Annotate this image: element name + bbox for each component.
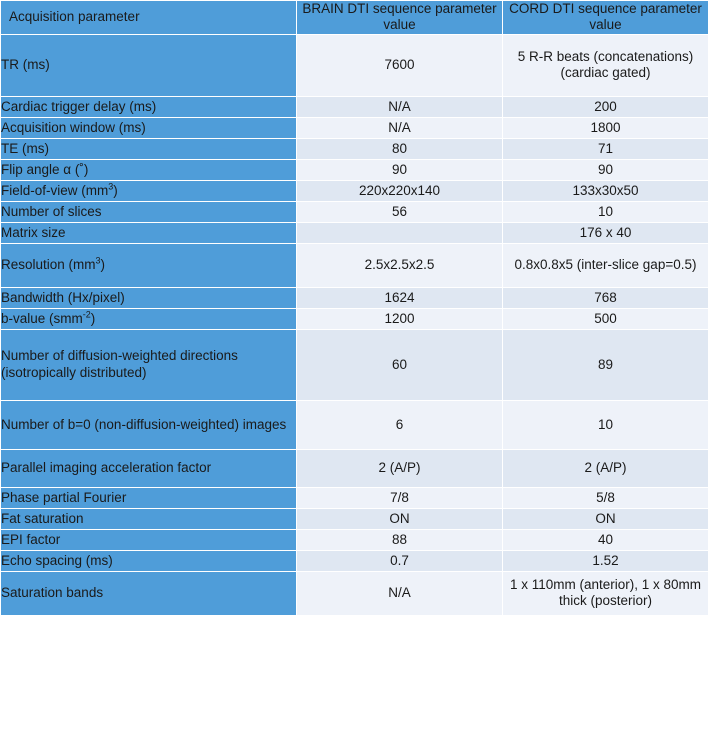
brain-value-cell: 7600 [297, 34, 503, 96]
cord-value-cell: 71 [503, 138, 709, 159]
brain-value-cell: ON [297, 508, 503, 529]
cord-value-cell: 1 x 110mm (anterior), 1 x 80mm thick (posterior) [503, 571, 709, 615]
table-row [1, 487, 709, 508]
cord-value-cell: ON [503, 508, 709, 529]
parameter-name-cell: TE (ms) [1, 138, 297, 159]
brain-value-cell: 7/8 [297, 487, 503, 508]
table-header [1, 1, 709, 35]
table-row [1, 138, 709, 159]
cord-value-cell: 1800 [503, 117, 709, 138]
table-row [1, 400, 709, 449]
header-acquisition-parameter: Acquisition parameter [1, 1, 297, 35]
brain-value-cell: 2 (A/P) [297, 449, 503, 487]
cord-value-cell: 0.8x0.8x5 (inter-slice gap=0.5) [503, 243, 709, 287]
cord-value-cell: 10 [503, 201, 709, 222]
table-row [1, 159, 709, 180]
table-row [1, 287, 709, 308]
brain-value-cell: 1624 [297, 287, 503, 308]
brain-value-cell: 60 [297, 329, 503, 400]
brain-value-cell: 2.5x2.5x2.5 [297, 243, 503, 287]
table-row [1, 508, 709, 529]
table-row [1, 34, 709, 96]
parameter-name-cell: Fat saturation [1, 508, 297, 529]
cord-value-cell: 176 x 40 [503, 222, 709, 243]
table-row [1, 329, 709, 400]
brain-value-cell: N/A [297, 117, 503, 138]
brain-value-cell: 56 [297, 201, 503, 222]
cord-value-cell: 89 [503, 329, 709, 400]
parameter-name-cell: Bandwidth (Hx/pixel) [1, 287, 297, 308]
parameter-name-cell: Parallel imaging acceleration factor [1, 449, 297, 487]
header-cord-dti: CORD DTI sequence parameter value [503, 1, 709, 35]
brain-value-cell: 6 [297, 400, 503, 449]
parameter-name-cell: Phase partial Fourier [1, 487, 297, 508]
cord-value-cell: 1.52 [503, 550, 709, 571]
brain-value-cell: N/A [297, 571, 503, 615]
header-row [1, 1, 709, 35]
table-row [1, 180, 709, 201]
table-row [1, 201, 709, 222]
cord-value-cell: 768 [503, 287, 709, 308]
cord-value-cell: 5/8 [503, 487, 709, 508]
cord-value-cell: 10 [503, 400, 709, 449]
cord-value-cell: 133x30x50 [503, 180, 709, 201]
brain-value-cell: 88 [297, 529, 503, 550]
table-row [1, 96, 709, 117]
header-brain-dti: BRAIN DTI sequence parameter value [297, 1, 503, 35]
parameter-name-cell: Saturation bands [1, 571, 297, 615]
table-body [1, 34, 709, 615]
table-row [1, 571, 709, 615]
parameter-name-cell: Resolution $(mm^3)$ [1, 243, 297, 287]
table-row [1, 222, 709, 243]
cord-value-cell: 200 [503, 96, 709, 117]
brain-value-cell: 90 [297, 159, 503, 180]
cord-value-cell: 2 (A/P) [503, 449, 709, 487]
cord-value-cell: 5 R-R beats (concatenations) (cardiac gated) [503, 34, 709, 96]
table-row [1, 243, 709, 287]
parameter-name-cell: Matrix size [1, 222, 297, 243]
parameter-name-cell: Number of diffusion-weighted directions (isotropically distributed) [1, 329, 297, 400]
table-row [1, 449, 709, 487]
table-row [1, 550, 709, 571]
brain-value-cell: 80 [297, 138, 503, 159]
cord-value-cell: 90 [503, 159, 709, 180]
cord-value-cell: 500 [503, 308, 709, 329]
parameter-name-cell: Acquisition window (ms) [1, 117, 297, 138]
table-row [1, 117, 709, 138]
parameter-name-cell: Number of slices [1, 201, 297, 222]
parameter-name-cell: TR (ms) [1, 34, 297, 96]
brain-value-cell [297, 222, 503, 243]
parameter-name-cell: Echo spacing (ms) [1, 550, 297, 571]
parameter-name-cell: Field-of-view $(mm^3)$ [1, 180, 297, 201]
cord-value-cell: 40 [503, 529, 709, 550]
brain-value-cell: 0.7 [297, 550, 503, 571]
parameter-name-cell: Cardiac trigger delay (ms) [1, 96, 297, 117]
parameter-name-cell: EPI factor [1, 529, 297, 550]
table-row [1, 308, 709, 329]
brain-value-cell: N/A [297, 96, 503, 117]
parameter-name-cell: b-value (smm$^{-2}$) [1, 308, 297, 329]
parameter-name-cell: Number of b=0 (non-diffusion-weighted) images [1, 400, 297, 449]
parameter-name-cell: Flip angle α (˚) [1, 159, 297, 180]
brain-value-cell: 1200 [297, 308, 503, 329]
brain-value-cell: 220x220x140 [297, 180, 503, 201]
table-row [1, 529, 709, 550]
